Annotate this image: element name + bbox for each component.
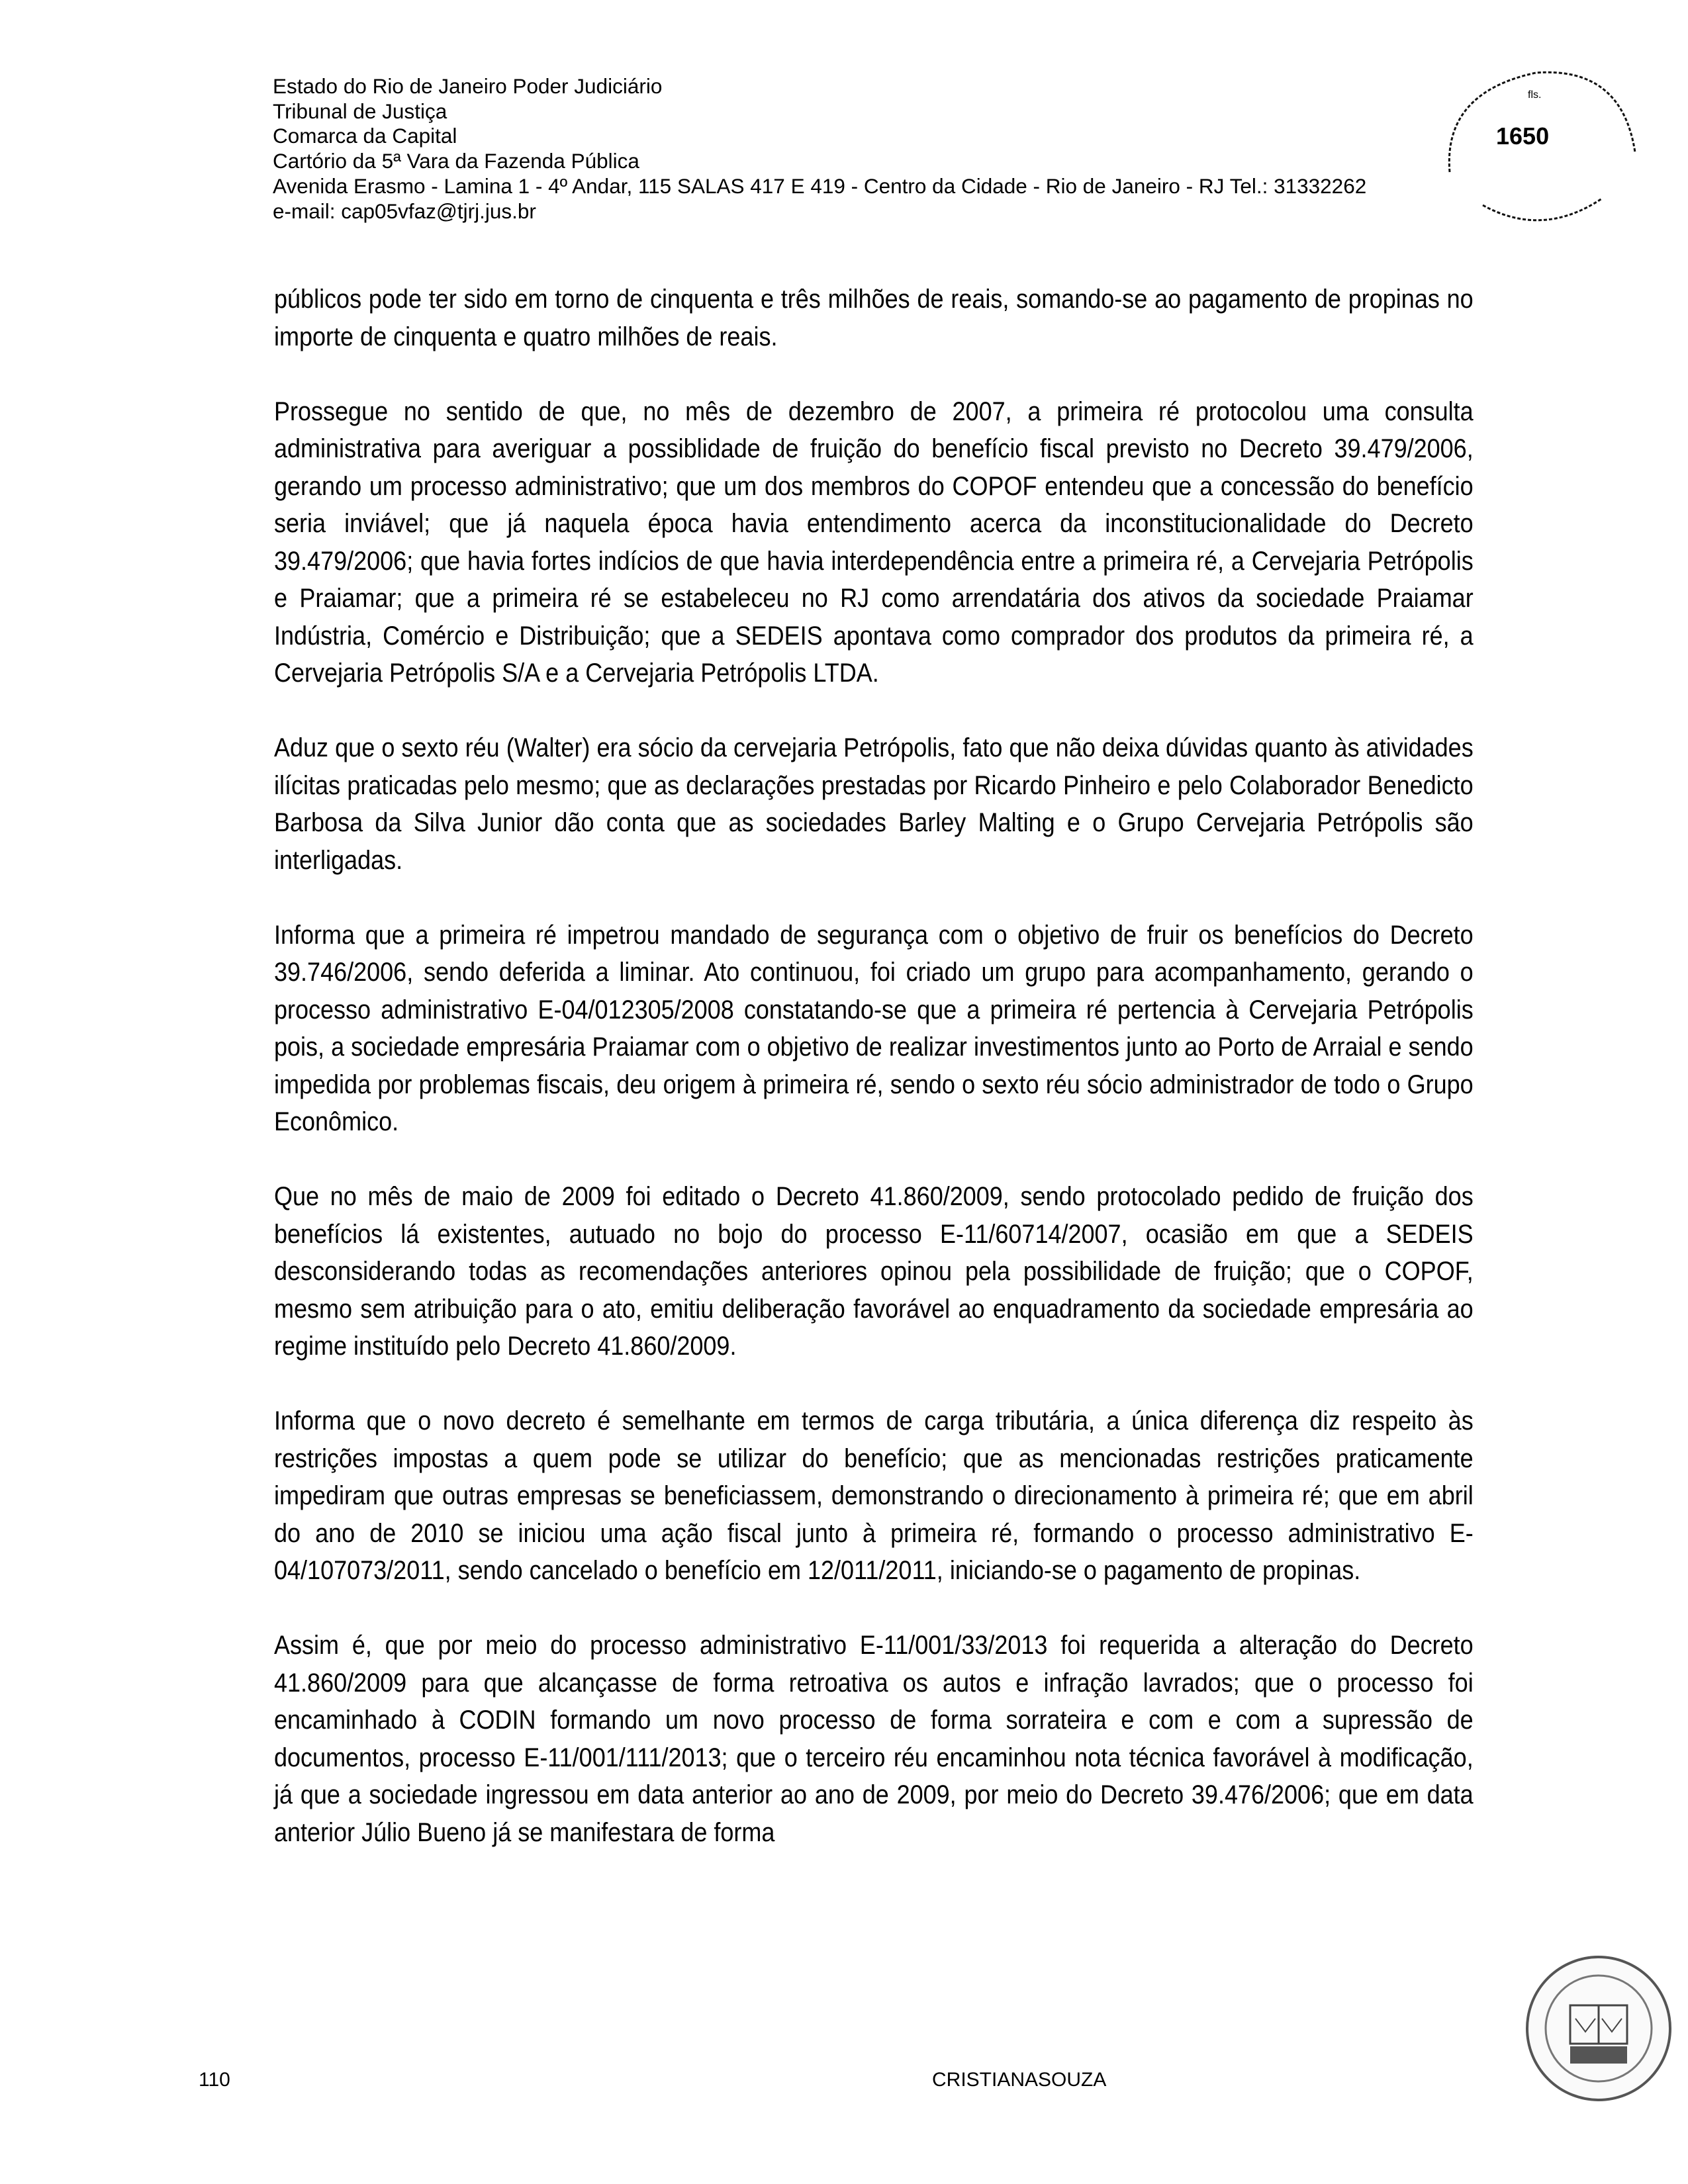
stamp-page-number: 1650 <box>1496 122 1550 150</box>
header-court-line: Tribunal de Justiça <box>273 99 447 123</box>
header-registry-line: Cartório da 5ª Vara da Fazenda Pública <box>273 149 639 173</box>
court-header <box>273 74 1477 224</box>
paragraph: Prossegue no sentido de que, no mês de dezembro de 2007, a primeira ré protocolou uma consulta administrativa para averiguar a possiblidade de fruição do benefício fiscal previsto no Decreto 39.479/2006, gerando um processo administrativo; que um dos membros do COPOF entendeu que a concessão do benefício seria inviável; que já naquela época havia entendimento acerca da inconstitucionalidade do Decreto 39.479/2006; que havia fortes indícios de que havia interdependência entre a primeira ré, a Cervejaria Petrópolis e Praiamar; que a primeira ré se estabeleceu no RJ como arrendatária dos ativos da sociedade Praiamar Indústria, Comércio e Distribuição; que a SEDEIS apontava como comprador dos produtos da primeira ré, a Cervejaria Petrópolis S/A e a Cervejaria Petrópolis LTDA. <box>274 396 1474 688</box>
header-state-line: Estado do Rio de Janeiro Poder Judiciário <box>273 74 663 98</box>
paragraph: Assim é, que por meio do processo administrativo E-11/001/33/2013 foi requerida a alteração do Decreto 41.860/2009 para que alcançasse de forma retroativa os autos e infração lavrados; que o processo foi encaminhado à CODIN formando um novo processo de forma sorrateira e com e com a supressão de documentos, processo E-11/001/111/2013; que o terceiro réu encaminhou nota técnica favorável à modificação, já que a sociedade ingressou em data anterior ao ano de 2009, por meio do Decreto 39.476/2006; que em data anterior Júlio Bueno já se manifestara de forma <box>274 1631 1474 1847</box>
header-district-line: Comarca da Capital <box>273 124 457 148</box>
paragraph: Informa que a primeira ré impetrou mandado de segurança com o objetivo de fruir os benefícios do Decreto 39.746/2006, sendo deferida a liminar. Ato continuou, foi criado um grupo para acompanhamento, gerando o processo administrativo E-04/012305/2008 constatando-se que a primeira ré pertencia à Cervejaria Petrópolis pois, a sociedade empresária Praiamar com o objetivo de realizar investimentos junto ao Porto de Arraial e sendo impedida por problemas fiscais, deu origem à primeira ré, sendo o sexto réu sócio administrador de todo o Grupo Econômico. <box>274 920 1474 1136</box>
header-email-line: e-mail: cap05vfaz@tjrj.jus.br <box>273 199 536 223</box>
paragraph: Informa que o novo decreto é semelhante em termos de carga tributária, a única diferença diz respeito às restrições impostas a quem pode se utilizar do benefício; que as mencionadas restrições praticamente impediram que outras empresas se beneficiassem, demonstrando o direcionamento à primeira ré; que em abril do ano de 2010 se iniciou uma ação fiscal junto à primeira ré, formando o processo administrativo E-04/107073/2011, sendo cancelado o benefício em 12/011/2011, iniciando-se o pagamento de propinas. <box>274 1406 1474 1585</box>
stamp-fls-label: fls. <box>1528 89 1542 101</box>
page-number-stamp <box>1423 40 1648 238</box>
digital-signature-seal <box>1523 1952 1675 2105</box>
document-body <box>274 281 1474 1851</box>
footer-user-name: CRISTIANASOUZA <box>932 2069 1107 2091</box>
paragraph: Que no mês de maio de 2009 foi editado o Decreto 41.860/2009, sendo protocolado pedido de fruição dos benefícios lá existentes, autuado no bojo do processo E-11/60714/2007, ocasião em que a SEDEIS desconsiderando todas as recomendações anteriores opinou pela possibilidade de fruição; que o COPOF, mesmo sem atribuição para o ato, emitiu deliberação favorável ao enquadramento da sociedade empresária ao regime instituído pelo Decreto 41.860/2009. <box>274 1182 1474 1361</box>
header-address-line: Avenida Erasmo - Lamina 1 - 4º Andar, 115 SALAS 417 E 419 - Centro da Cidade - Rio de Janeiro - RJ Tel.: 31332262 <box>273 173 1367 198</box>
paragraph: Aduz que o sexto réu (Walter) era sócio da cervejaria Petrópolis, fato que não deixa dúvidas quanto às atividades ilícitas praticadas pelo mesmo; que as declarações prestadas por Ricardo Pinheiro e pelo Colaborador Benedicto Barbosa da Silva Junior dão conta que as sociedades Barley Malting e o Grupo Cervejaria Petrópolis são interligadas. <box>274 733 1474 875</box>
footer-page-number: 110 <box>199 2069 230 2091</box>
paragraph: públicos pode ter sido em torno de cinquenta e três milhões de reais, somando-se ao pagamento de propinas no importe de cinquenta e quatro milhões de reais. <box>274 285 1474 351</box>
